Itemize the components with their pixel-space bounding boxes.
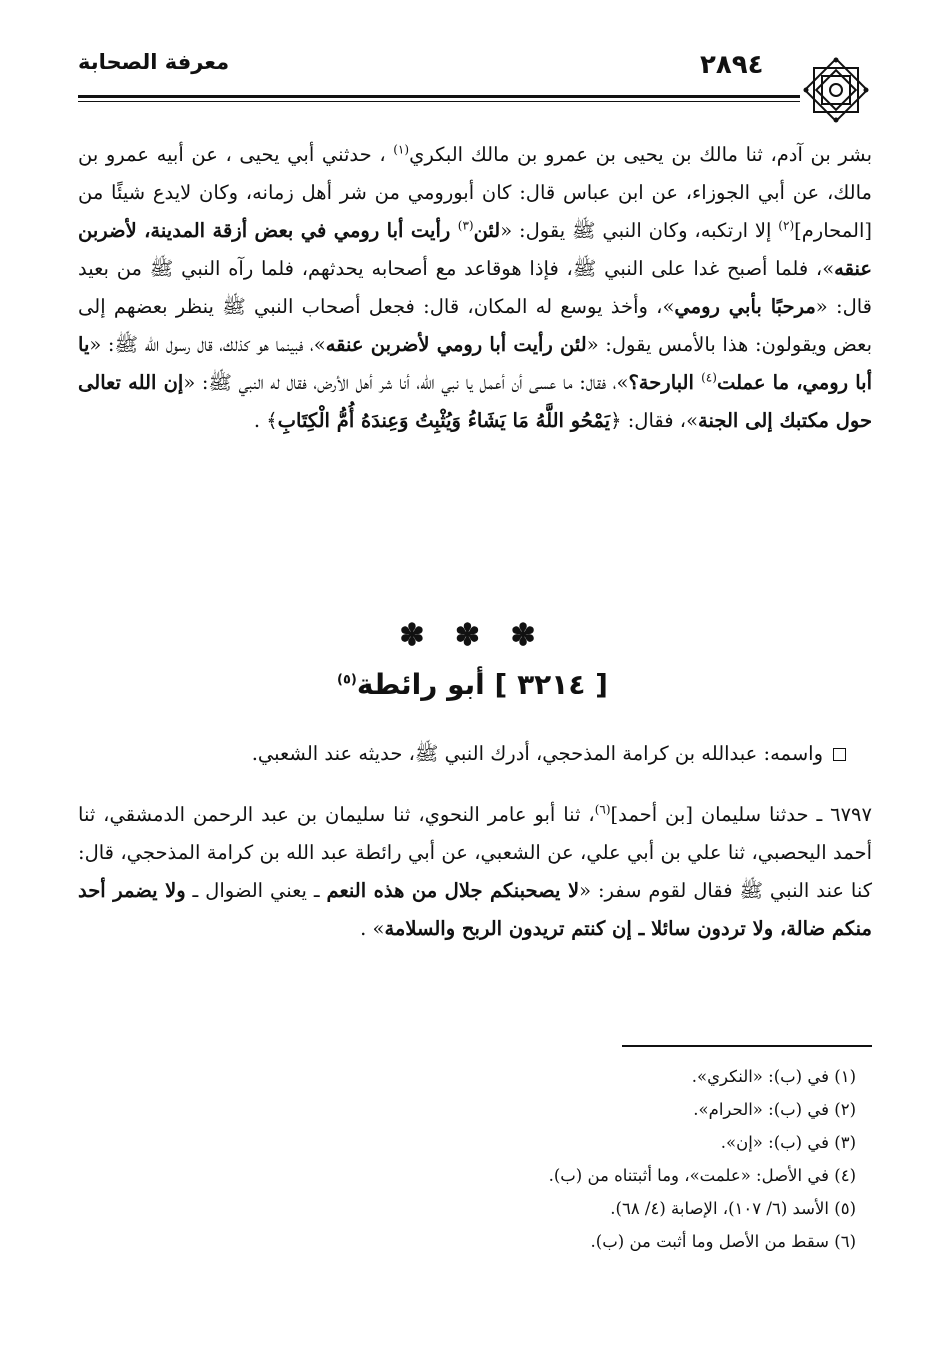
- footnotes: [300, 1060, 872, 1258]
- header-rule-thin: [78, 101, 800, 102]
- footnote-5: (٥) الأسد (٦/ ١٠٧)، الإصابة (٤/ ٦٨).: [610, 1199, 856, 1218]
- footnote-2: (٢) في (ب): «الحرام».: [693, 1100, 856, 1119]
- hadith-paragraph-1: [78, 136, 872, 440]
- footnote-6: (٦) سقط من الأصل وما أثبت من (ب).: [590, 1232, 856, 1251]
- prophetic-speech: لئن: [473, 219, 501, 242]
- prophetic-speech: إن الله تعالى حول مكتبك إلى الجنة: [78, 371, 872, 432]
- section-separator: ✽ ✽ ✽: [399, 618, 546, 653]
- prophetic-speech: رأيت أبا رومي في بعض أزقة المدينة، لأضربن عنقه: [78, 219, 872, 280]
- footnote-ref-2: (٢): [778, 218, 795, 233]
- text-run: »، فقال: ما عسى أن أعمل يا نبي الله، أنا شر أهل الأرض، فقال له النبي ﷺ: «: [183, 371, 629, 394]
- prophetic-speech: مرحبًا بأبي رومي: [674, 295, 816, 318]
- text-run: ـ يعني الضوال ـ: [185, 879, 327, 902]
- header-rule: [78, 95, 800, 98]
- footnote-3: (٣) في (ب): «إن».: [720, 1133, 856, 1152]
- text-run: »، فلما أصبح غدا على النبي ﷺ، فإذا هوقاعد مع أصحابه يحدثهم، فلما رآه النبي ﷺ من بعيد قال: «: [78, 257, 872, 318]
- text-run: »، فقال: ﴿: [610, 409, 699, 432]
- footnote-rule: [622, 1045, 872, 1047]
- page-number: ٢٨٩٤: [700, 50, 764, 80]
- footnote-ref-6: (٦): [594, 802, 611, 817]
- footnote-ref-5: (٥): [337, 672, 357, 688]
- prophetic-speech: ولا يضمر أحد منكم ضالة، ولا تردون سائلا ـ إن كنتم تريدون الربح والسلامة: [78, 879, 872, 940]
- star-ornament-icon: [800, 54, 872, 126]
- text-run: »، وأخذ يوسع له المكان، قال: فجعل أصحاب النبي ﷺ ينظر بعضهم إلى بعض ويقولون: هذا بالأمس يقول: «: [78, 295, 872, 356]
- prophetic-speech: يا أبا رومي، ما عملت: [78, 333, 872, 394]
- footnote-4: (٤) في الأصل: «علمت»، وما أثبتناه من (ب).: [548, 1166, 856, 1185]
- text-run: بشر بن آدم، ثنا مالك بن يحيى بن عمرو بن مالك البكري: [409, 143, 872, 166]
- text-run: إلا ارتكبه، وكان النبي ﷺ يقول: «: [500, 219, 779, 242]
- footnote-ref-4: (٤): [701, 370, 717, 385]
- running-header-title: معرفة الصحابة: [78, 50, 230, 74]
- text-run: ، حدثني أبي يحيى ، عن أبيه عمرو بن مالك، عن أبي الجوزاء، عن ابن عباس قال: كان أبورومي من شر أهل زمانه، وكان لايدع شيئًا من [المحارم]: [78, 143, 872, 242]
- text-run: »، فبينما هو كذلك، قال رسول الله ﷺ: «: [89, 333, 326, 356]
- footnote-ref-1: (١): [393, 142, 410, 157]
- footnote-ref-3: (٣): [457, 218, 474, 233]
- quoted-speech: لئن رأيت أبا رومي لأضربن عنقه: [325, 333, 587, 356]
- prophetic-speech: لا يصحبنكم جلال من هذه النعم: [326, 879, 580, 902]
- text-run: ﴾ .: [253, 409, 278, 432]
- entry-heading: [0, 668, 945, 701]
- text-run: » .: [360, 917, 385, 940]
- quran-verse: يَمْحُو اللَّهُ مَا يَشَاءُ وَيُثْبِتُ وَعِندَهُ أُمُّ الْكِتَابِ: [277, 409, 611, 432]
- text-run: ٦٧٩٧ ـ حدثنا سليمان [بن أحمد]: [610, 803, 872, 826]
- square-bullet-icon: [833, 748, 846, 761]
- footnote-1: (١) في (ب): «النكري».: [691, 1067, 856, 1086]
- entry-bio: [78, 735, 872, 773]
- entry-heading-text: [ ٣٢١٤ ] أبو رائطة: [356, 668, 608, 701]
- prophetic-speech: البارحة؟: [628, 371, 702, 394]
- entry-bio-text: واسمه: عبدالله بن كرامة المذحجي، أدرك النبي ﷺ، حديثه عند الشعبي.: [251, 742, 823, 765]
- text-run: ، ثنا أبو عامر النحوي، ثنا سليمان بن عبد الرحمن الدمشقي، ثنا أحمد اليحصبي، ثنا علي بن أبي علي، عن الشعبي، عن أبي رائطة عبد الله بن كرامة المذحجي، قال: كنا عند النبي ﷺ فقال لقوم سفر: «: [78, 803, 873, 902]
- hadith-paragraph-2: [78, 796, 872, 948]
